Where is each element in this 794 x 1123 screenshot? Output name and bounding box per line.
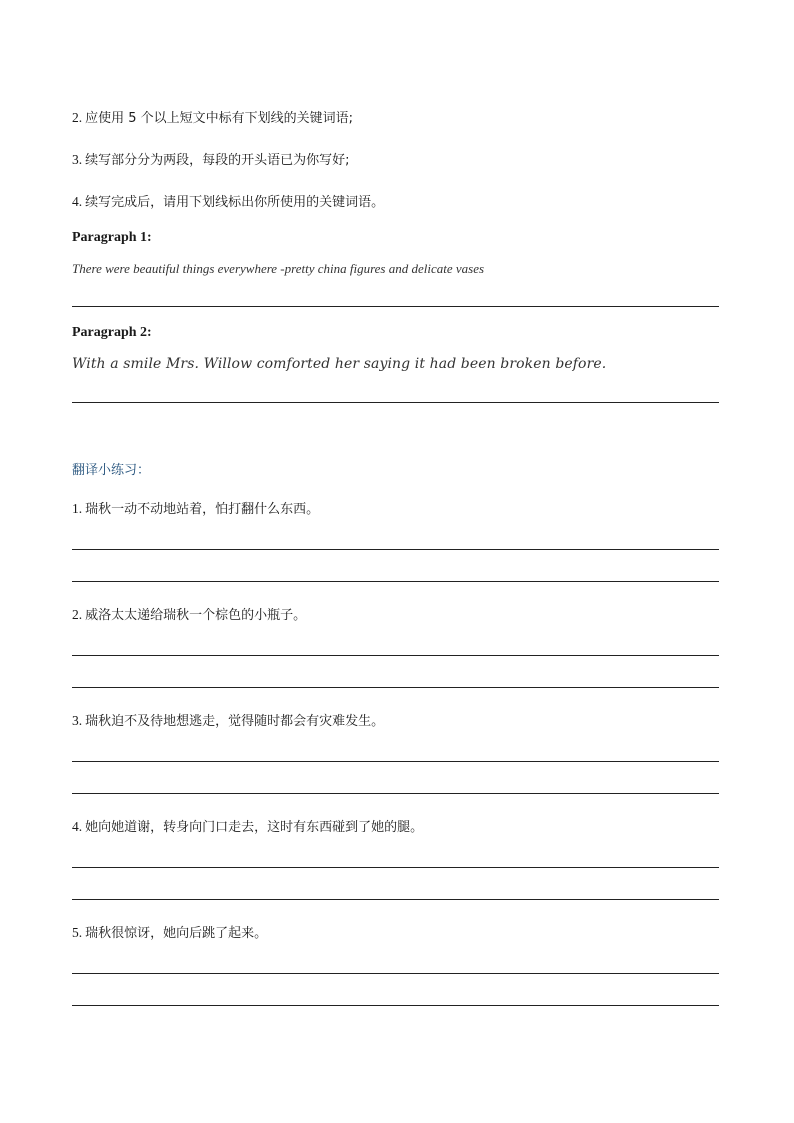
translation-item-4 [72,819,423,836]
translation-section-title: 翻译小练习： [72,463,151,478]
answer-line-paragraph-1[interactable] [72,306,719,307]
answer-line-paragraph-2[interactable] [72,402,719,403]
item-number: 1. [72,501,83,516]
item-number: 4. [72,819,83,834]
instruction-text: 续写完成后，请用下划线标出你所使用的关键词语。 [85,195,385,210]
answer-line-1b[interactable] [72,581,719,582]
paragraph-2-label: Paragraph 2: [72,325,152,340]
paragraph-1-opening: There were beautiful things everywhere -pretty china figures and delicate vases [72,261,485,276]
paragraph-1-label: Paragraph 1: [72,230,152,245]
translation-item-1 [72,501,319,518]
instruction-text: 应使用 5 个以上短文中标有下划线的关键词语; [85,111,354,126]
instruction-3 [72,152,350,169]
instruction-4 [72,194,384,211]
item-text: 瑞秋一动不动地站着，怕打翻什么东西。 [85,502,320,517]
translation-item-5 [72,925,267,942]
translation-item-3 [72,713,384,730]
item-text: 她向她道谢，转身向门口走去，这时有东西碰到了她的腿。 [85,820,424,835]
item-text: 瑞秋迫不及待地想逃走，觉得随时都会有灾难发生。 [85,714,385,729]
item-text: 威洛太太递给瑞秋一个棕色的小瓶子。 [85,608,307,623]
answer-line-5b[interactable] [72,1005,719,1006]
item-text: 瑞秋很惊讶，她向后跳了起来。 [85,926,268,941]
answer-line-1a[interactable] [72,549,719,550]
answer-line-2b[interactable] [72,687,719,688]
instruction-number: 2. [72,110,83,125]
instruction-number: 3. [72,152,83,167]
instruction-2 [72,110,353,127]
item-number: 3. [72,713,83,728]
answer-line-4b[interactable] [72,899,719,900]
answer-line-4a[interactable] [72,867,719,868]
answer-line-3a[interactable] [72,761,719,762]
translation-item-2 [72,607,306,624]
paragraph-2-opening: With a smile Mrs. Willow comforted her saying it had been broken before. [72,356,607,372]
answer-line-3b[interactable] [72,793,719,794]
item-number: 5. [72,925,83,940]
instruction-number: 4. [72,194,83,209]
instruction-text: 续写部分分为两段，每段的开头语已为你写好; [85,153,350,168]
answer-line-2a[interactable] [72,655,719,656]
answer-line-5a[interactable] [72,973,719,974]
item-number: 2. [72,607,83,622]
